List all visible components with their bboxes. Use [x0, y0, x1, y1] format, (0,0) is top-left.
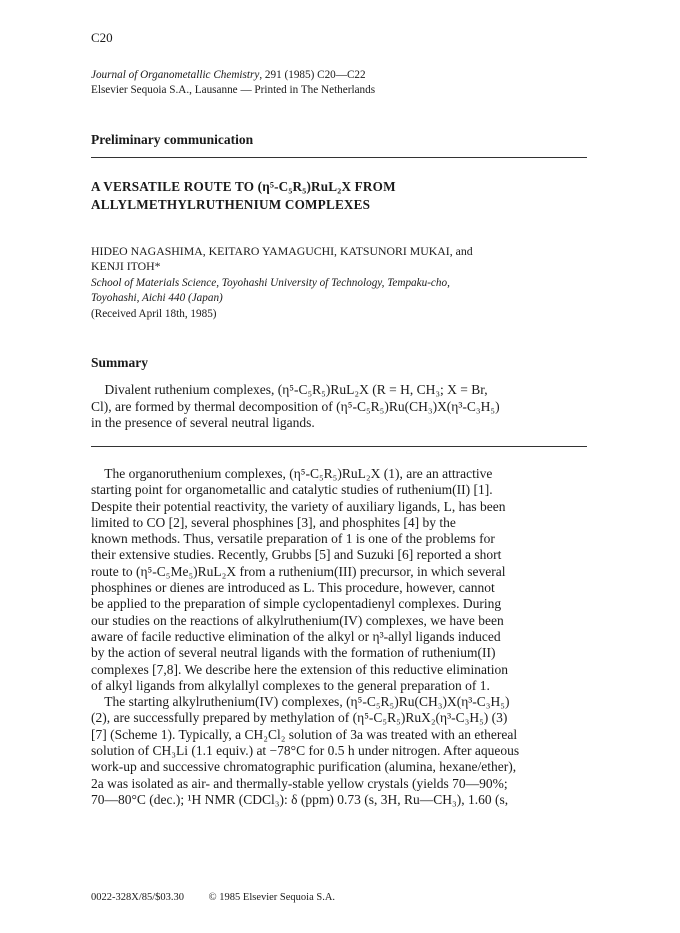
page-footer [91, 892, 357, 903]
authors-line-2: KENJI ITOH* [91, 259, 161, 273]
received-date: (Received April 18th, 1985) [91, 308, 217, 320]
body-line: phosphines or dienes are introduced as L. This procedure, however, cannot [91, 580, 495, 596]
summary-line: Cl), are formed by thermal decomposition of (η⁵-C₅R₅)Ru(CH₃)X(η³-C₃H₅) [91, 398, 500, 414]
body-line: 70—80°C (dec.); ¹H NMR (CDCl₃): δ (ppm) 0.73 (s, 3H, Ru—CH₃), 1.60 (s, [91, 791, 509, 807]
body-line: known methods. Thus, versatile preparation of 1 is one of the problems for [91, 531, 495, 547]
body-line: work-up and successive chromatographic purification (alumina, hexane/ether), [91, 759, 517, 775]
body-line: solution of CH₃Li (1.1 equiv.) at −78°C for 0.5 h under nitrogen. After aqueous [91, 743, 520, 759]
summary-text [91, 382, 500, 432]
journal-name: Journal of Organometallic Chemistry [91, 69, 260, 81]
publisher-line: Elsevier Sequoia S.A., Lausanne — Printed in The Netherlands [91, 84, 376, 96]
authors-line-1: HIDEO NAGASHIMA, KEITARO YAMAGUCHI, KATSUNORI MUKAI, and [91, 244, 473, 258]
body-line: our studies on the reactions of alkylruthenium(IV) complexes, we have been [91, 612, 504, 628]
body-line: route to (η⁵-C₅Me₅)RuL₂X from a ruthenium(III) precursor, in which several [91, 563, 506, 579]
body-line: by the action of several neutral ligands with the formation of ruthenium(II) [91, 645, 496, 661]
body-text [91, 466, 519, 808]
journal-volume-pages: , 291 (1985) C20—C22 [259, 69, 366, 81]
summary-line: Divalent ruthenium complexes, (η⁵-C₅R₅)RuL₂X (R = H, CH₃; X = Br, [91, 382, 488, 397]
affiliation [91, 276, 450, 306]
summary-divider [91, 446, 587, 447]
journal-header [91, 68, 375, 98]
body-line: [7] (Scheme 1). Typically, a CH₂Cl₂ solution of 3a was treated with an ethereal [91, 726, 518, 742]
title-line-2: ALLYLMETHYLRUTHENIUM COMPLEXES [91, 197, 371, 212]
body-line: 2a was isolated as air- and thermally-stable yellow crystals (yields 70—90%; [91, 775, 508, 791]
body-line: of alkyl ligands from alkylallyl complexes to the general preparation of 1. [91, 677, 490, 693]
summary-line: in the presence of several neutral ligands. [91, 415, 315, 430]
body-line: The starting alkylruthenium(IV) complexes, (η⁵-C₅R₅)Ru(CH₃)X(η³-C₃H₅) [91, 694, 510, 710]
copyright-notice: © 1985 Elsevier Sequoia S.A. [208, 892, 336, 903]
body-line: Despite their potential reactivity, the variety of auxiliary ligands, L, has been [91, 498, 506, 514]
title-line-1: A VERSATILE ROUTE TO (η⁵-C₅R₅)RuL₂X FROM [91, 179, 396, 194]
page-number: C20 [91, 30, 113, 45]
affiliation-line-2: Toyohashi, Aichi 440 (Japan) [91, 292, 223, 304]
body-line: starting point for organometallic and catalytic studies of ruthenium(II) [1]. [91, 482, 493, 498]
body-line: aware of facile reductive elimination of the alkyl or η³-allyl ligands induced [91, 628, 501, 644]
body-line: limited to CO [2], several phosphines [3], and phosphites [4] by the [91, 514, 456, 530]
section-heading: Preliminary communication [91, 132, 254, 147]
body-line: (2), are successfully prepared by methylation of (η⁵-C₅R₅)RuX₂(η³-C₃H₅) (3) [91, 710, 508, 726]
top-divider [91, 157, 587, 158]
article-title [91, 178, 396, 214]
issn-code: 0022-328X/85/$03.30 [91, 892, 185, 903]
journal-citation [91, 68, 375, 83]
summary-heading: Summary [91, 355, 148, 370]
author-list [91, 244, 473, 274]
affiliation-line-1: School of Materials Science, Toyohashi University of Technology, Tempaku-cho, [91, 277, 450, 289]
body-line: complexes [7,8]. We describe here the extension of this reductive elimination [91, 661, 509, 677]
body-line: their extensive studies. Recently, Grubbs [5] and Suzuki [6] reported a short [91, 547, 502, 563]
body-line: The organoruthenium complexes, (η⁵-C₅R₅)RuL₂X (1), are an attractive [91, 466, 493, 481]
body-line: be applied to the preparation of simple cyclopentadienyl complexes. During [91, 596, 502, 612]
